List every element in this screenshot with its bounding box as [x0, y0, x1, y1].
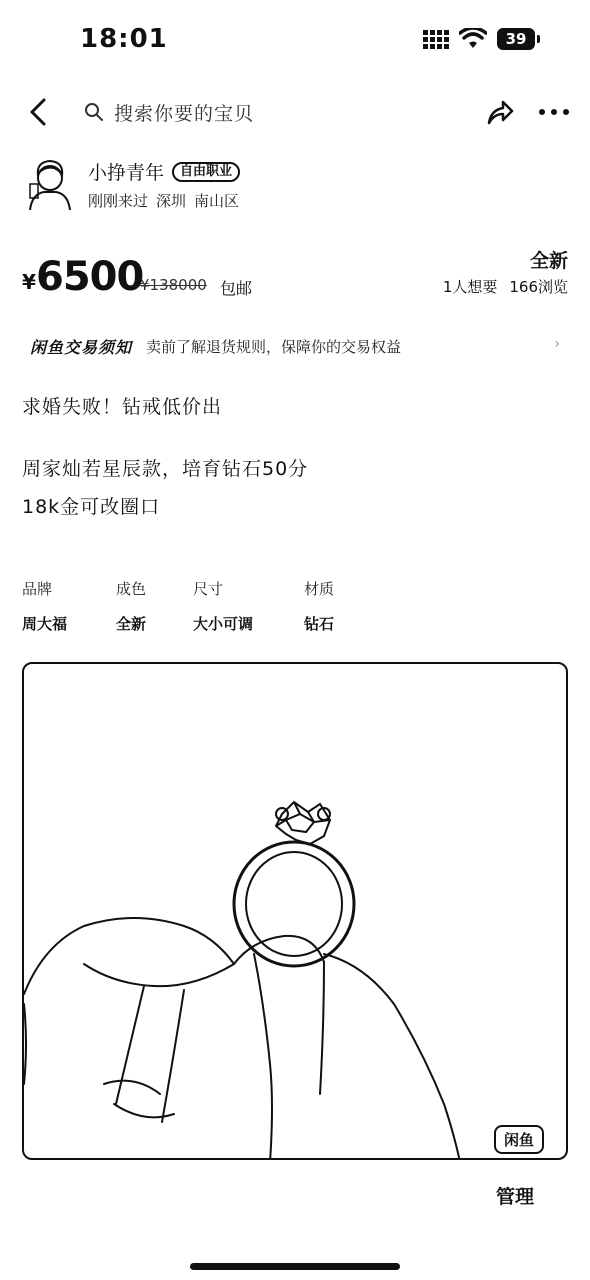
- attribute-brand: [22, 578, 67, 634]
- search-placeholder: 搜索你要的宝贝: [114, 102, 255, 125]
- wifi-icon: [459, 28, 487, 50]
- views-count: 166浏览: [509, 278, 568, 296]
- attribute-value: 钻石: [304, 615, 335, 633]
- back-button[interactable]: [20, 94, 56, 130]
- status-icons: [423, 28, 540, 50]
- status-time: 18:01: [80, 24, 168, 54]
- price-row: [22, 246, 568, 306]
- share-button[interactable]: [482, 94, 518, 130]
- notice-title: 闲鱼交易须知: [30, 337, 133, 357]
- price-symbol: ¥: [22, 270, 36, 294]
- attribute-value: 大小可调: [193, 615, 254, 633]
- search-input[interactable]: [84, 94, 424, 130]
- product-image[interactable]: [22, 662, 568, 1160]
- trade-notice[interactable]: [30, 332, 560, 360]
- attribute-size: [193, 578, 253, 634]
- description-line-3: 18k金可改圈口: [22, 496, 161, 518]
- attribute-value: 周大福: [22, 615, 68, 633]
- seller-name-row: [88, 158, 240, 185]
- attribute-label: 材质: [304, 580, 335, 598]
- seller-city: 深圳: [156, 192, 187, 210]
- wants-count: 1人想要: [442, 278, 498, 296]
- attribute-condition: [116, 578, 146, 634]
- battery-icon: [497, 28, 540, 50]
- seller-last-seen: 刚刚来过: [88, 192, 149, 210]
- attribute-label: 成色: [116, 580, 147, 598]
- attribute-material: [304, 578, 334, 634]
- home-indicator: [190, 1263, 400, 1270]
- seller-district: 南山区: [194, 192, 240, 210]
- manage-button[interactable]: 管理: [496, 1186, 535, 1208]
- more-dots-icon: [538, 108, 570, 116]
- seller-meta: [88, 190, 239, 211]
- avatar[interactable]: [24, 156, 76, 212]
- more-button[interactable]: [534, 94, 574, 130]
- attribute-value: 全新: [116, 615, 147, 633]
- condition-tag: 全新: [529, 250, 568, 272]
- original-price: ¥138000: [140, 276, 207, 294]
- notice-text: 卖前了解退货规则，保障你的交易权益: [146, 337, 402, 356]
- description-line-1: 求婚失败！钻戒低价出: [22, 396, 223, 418]
- item-attributes: [22, 578, 562, 638]
- chevron-left-icon: [28, 97, 48, 127]
- seller-name[interactable]: 小挣青年: [88, 162, 165, 184]
- description-line-2: 周家灿若星辰款，培育钻石50分: [22, 458, 309, 480]
- watermark-logo: 闲鱼: [494, 1125, 544, 1154]
- chevron-right-icon: ›: [554, 336, 560, 352]
- price-value: 6500: [36, 254, 144, 300]
- seller-info[interactable]: [24, 156, 564, 216]
- nav-bar: [0, 88, 590, 136]
- seller-badge: 自由职业: [172, 162, 240, 182]
- battery-level: 39: [497, 28, 535, 50]
- item-stats: [443, 276, 568, 297]
- status-bar: [0, 0, 590, 80]
- search-icon: [84, 102, 104, 122]
- shipping-label: 包邮: [220, 279, 253, 298]
- cellular-signal-icon: [423, 30, 449, 49]
- attribute-label: 品牌: [22, 580, 53, 598]
- share-icon: [485, 98, 515, 126]
- attribute-label: 尺寸: [193, 580, 224, 598]
- ring-photo: [24, 664, 568, 1160]
